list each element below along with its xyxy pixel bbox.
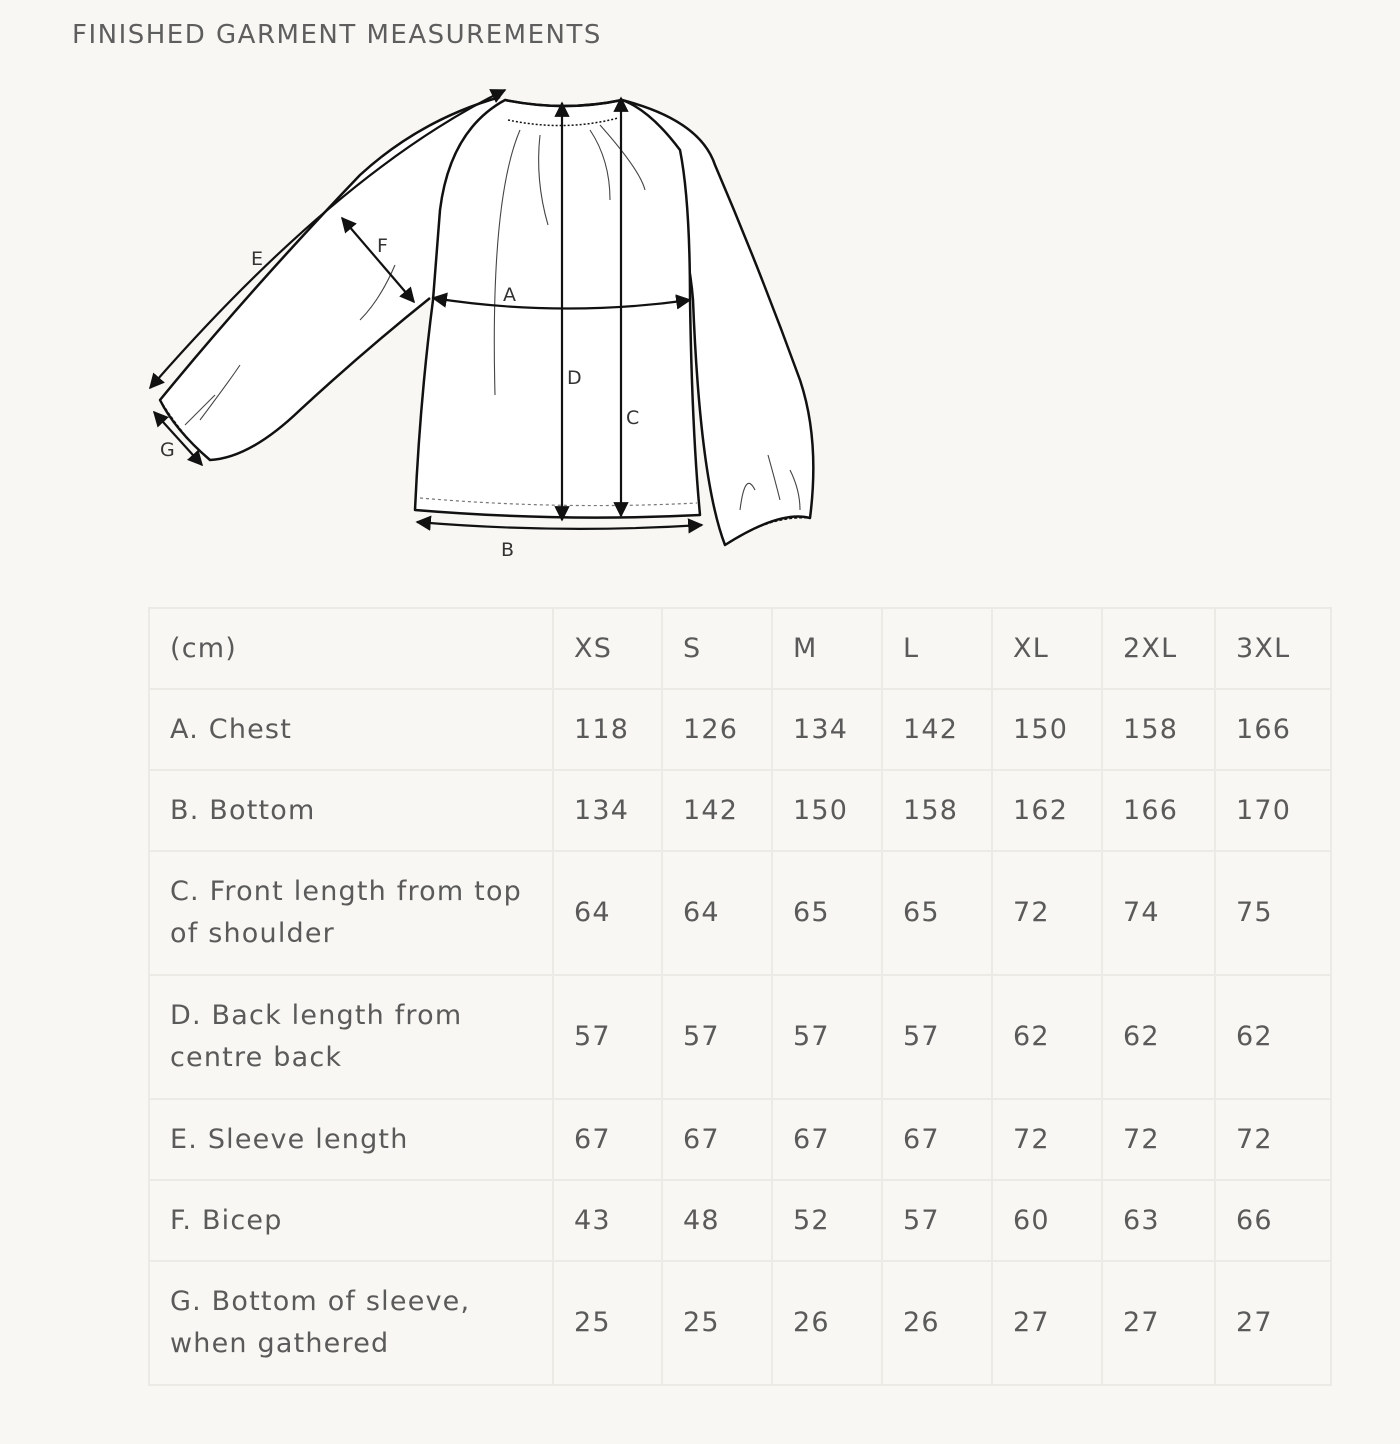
measurement-value: 65 xyxy=(772,851,882,975)
measurement-value: 62 xyxy=(992,975,1102,1099)
size-header: L xyxy=(882,608,992,689)
measurement-value: 142 xyxy=(662,770,772,851)
measurement-value: 27 xyxy=(1215,1261,1331,1385)
measurement-value: 72 xyxy=(992,1099,1102,1180)
measurement-value: 57 xyxy=(772,975,882,1099)
measurement-value: 25 xyxy=(662,1261,772,1385)
diagram-label-g: G xyxy=(160,439,175,461)
size-header: XS xyxy=(553,608,662,689)
size-header: 3XL xyxy=(1215,608,1331,689)
size-header: S xyxy=(662,608,772,689)
measurement-value: 64 xyxy=(553,851,662,975)
table-row xyxy=(149,851,1331,975)
page-title: FINISHED GARMENT MEASUREMENTS xyxy=(72,20,602,50)
measurement-label: F. Bicep xyxy=(149,1180,553,1261)
measurement-value: 25 xyxy=(553,1261,662,1385)
measurement-label: B. Bottom xyxy=(149,770,553,851)
measurement-value: 57 xyxy=(662,975,772,1099)
measurement-value: 63 xyxy=(1102,1180,1215,1261)
table-row xyxy=(149,975,1331,1099)
measurement-value: 57 xyxy=(553,975,662,1099)
measurement-value: 67 xyxy=(882,1099,992,1180)
measurement-value: 158 xyxy=(882,770,992,851)
measurement-value: 52 xyxy=(772,1180,882,1261)
measurement-value: 134 xyxy=(772,689,882,770)
measurement-value: 67 xyxy=(662,1099,772,1180)
measurement-value: 67 xyxy=(553,1099,662,1180)
measurement-value: 67 xyxy=(772,1099,882,1180)
measurement-value: 150 xyxy=(992,689,1102,770)
table-header-row xyxy=(149,608,1331,689)
measurement-value: 43 xyxy=(553,1180,662,1261)
measurement-value: 57 xyxy=(882,975,992,1099)
measurement-label: D. Back length from centre back xyxy=(149,975,553,1099)
table-row xyxy=(149,1099,1331,1180)
measurement-value: 134 xyxy=(553,770,662,851)
measurement-label: A. Chest xyxy=(149,689,553,770)
diagram-label-c: C xyxy=(626,407,640,429)
measurement-value: 162 xyxy=(992,770,1102,851)
size-header: XL xyxy=(992,608,1102,689)
measurement-value: 62 xyxy=(1215,975,1331,1099)
measurement-value: 60 xyxy=(992,1180,1102,1261)
measurement-value: 57 xyxy=(882,1180,992,1261)
measurement-value: 26 xyxy=(882,1261,992,1385)
measurement-value: 65 xyxy=(882,851,992,975)
measurement-label: G. Bottom of sleeve, when gathered xyxy=(149,1261,553,1385)
size-chart-body xyxy=(149,608,1331,1385)
measurement-value: 66 xyxy=(1215,1180,1331,1261)
measurement-value: 126 xyxy=(662,689,772,770)
table-row xyxy=(149,689,1331,770)
measurement-value: 27 xyxy=(1102,1261,1215,1385)
size-chart-table xyxy=(148,607,1332,1386)
diagram-label-d: D xyxy=(567,367,582,389)
measurement-value: 142 xyxy=(882,689,992,770)
diagram-label-b: B xyxy=(501,539,515,561)
measurement-value: 166 xyxy=(1102,770,1215,851)
measurement-label: C. Front length from top of shoulder xyxy=(149,851,553,975)
diagram-label-f: F xyxy=(377,235,388,257)
diagram-label-e: E xyxy=(251,248,264,270)
size-header: 2XL xyxy=(1102,608,1215,689)
measurement-value: 158 xyxy=(1102,689,1215,770)
measurement-value: 26 xyxy=(772,1261,882,1385)
diagram-label-a: A xyxy=(503,284,516,306)
measurement-value: 72 xyxy=(1102,1099,1215,1180)
garment-diagram xyxy=(140,80,840,570)
table-row xyxy=(149,770,1331,851)
measurement-value: 64 xyxy=(662,851,772,975)
measurement-value: 75 xyxy=(1215,851,1331,975)
measurement-value: 118 xyxy=(553,689,662,770)
measurement-value: 48 xyxy=(662,1180,772,1261)
measurement-label: E. Sleeve length xyxy=(149,1099,553,1180)
size-header: M xyxy=(772,608,882,689)
measurement-value: 166 xyxy=(1215,689,1331,770)
measurement-value: 74 xyxy=(1102,851,1215,975)
measurement-value: 150 xyxy=(772,770,882,851)
measurement-value: 170 xyxy=(1215,770,1331,851)
table-row xyxy=(149,1261,1331,1385)
measure-line-bottom xyxy=(417,522,702,529)
measurement-value: 27 xyxy=(992,1261,1102,1385)
measurement-value: 72 xyxy=(1215,1099,1331,1180)
table-row xyxy=(149,1180,1331,1261)
unit-header: (cm) xyxy=(149,608,553,689)
measurement-value: 62 xyxy=(1102,975,1215,1099)
measurement-value: 72 xyxy=(992,851,1102,975)
